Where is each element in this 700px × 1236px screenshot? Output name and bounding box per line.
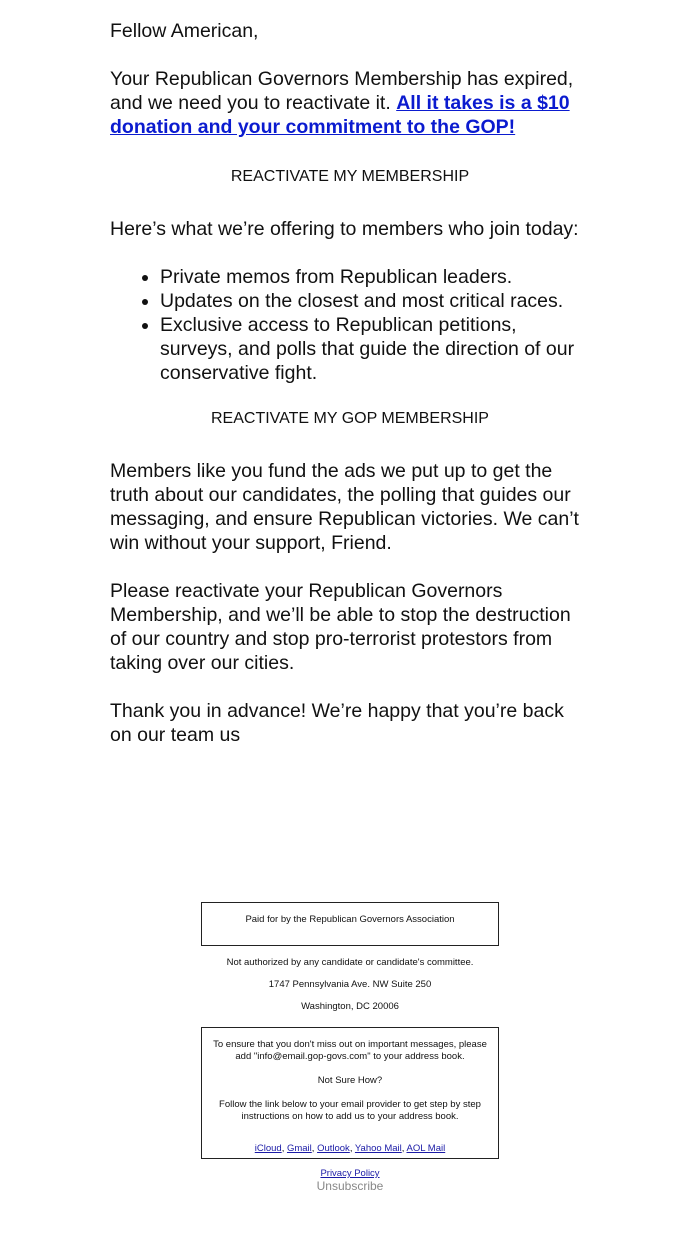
email-body [110,19,590,747]
follow-link-note: Follow the link below to your email provider to get step by step instructions on how to add us to your address book. [219,1099,481,1122]
address-line-2: Washington, DC 20006 [301,1001,399,1012]
address-book-note: To ensure that you don't miss out on important messages, please add "info@email.gop-govs.com" to your address book. [213,1039,487,1062]
offer-intro: Here’s what we’re offering to members who join today: [110,218,579,240]
intro-text: Your Republican Governors Membership has expired, and we need you to reactivate it. [110,68,574,114]
outlook-link[interactable]: Outlook [317,1143,350,1154]
legal-info [0,957,700,1013]
paid-for-text: Paid for by the Republican Governors Association [245,914,455,925]
not-sure-text: Not Sure How? [317,1075,383,1086]
paid-for-box [201,902,499,946]
list-item: • Exclusive access to Republican petitions, surveys, and polls that guide the direction of our conservative fight. [160,313,590,385]
aol-mail-link[interactable]: AOL Mail [406,1143,446,1154]
offer-list [110,265,590,385]
yahoo-mail-link[interactable]: Yahoo Mail [354,1143,402,1154]
intro-paragraph [110,67,590,139]
greeting: Fellow American, [110,20,259,42]
donate-link[interactable]: All it takes is a $10 donation and your commitment to the GOP! [110,92,570,138]
privacy-policy-link[interactable]: Privacy Policy [320,1168,380,1179]
reactivate-membership-button[interactable]: REACTIVATE MY MEMBERSHIP [230,168,470,185]
email-footer [0,902,700,1193]
reactivate-gop-membership-button[interactable]: REACTIVATE MY GOP MEMBERSHIP [211,410,489,427]
gmail-link[interactable]: Gmail [286,1143,312,1154]
reactivate-paragraph: Please reactivate your Republican Governors Membership, and we’ll be able to stop the destruction of our country and stop pro-terrorist protestors from taking over our cities. [110,580,571,674]
address-line-1: 1747 Pennsylvania Ave. NW Suite 250 [268,979,432,990]
disclaimer-text: Not authorized by any candidate or candidate's committee. [226,957,474,968]
fund-paragraph: Members like you fund the ads we put up to get the truth about our candidates, the polling that guides our messaging, and ensure Republican victories. We can’t win without your support, Friend. [110,460,579,554]
list-item: • Updates on the closest and most critical races. [160,289,590,313]
unsubscribe-link[interactable]: Unsubscribe [316,1179,384,1193]
thanks-paragraph: Thank you in advance! We’re happy that you’re back on our team us [110,700,564,746]
provider-links: iCloud, Gmail, Outlook, Yahoo Mail, AOL Mail [254,1143,446,1154]
icloud-link[interactable]: iCloud [254,1143,282,1154]
list-item: • Private memos from Republican leaders. [160,265,590,289]
address-book-box [201,1027,499,1159]
